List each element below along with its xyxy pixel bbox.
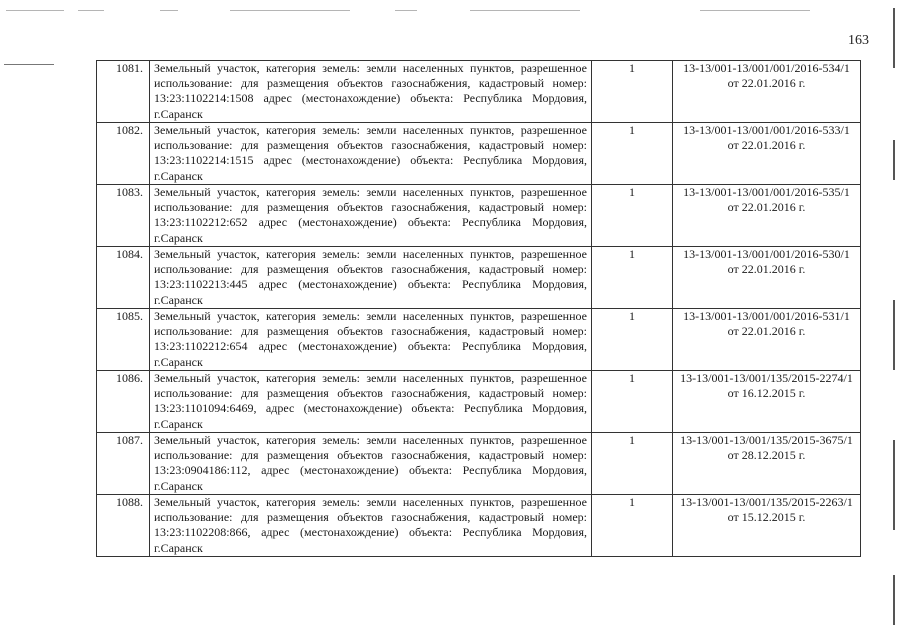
row-registration: 13-13/001-13/001/001/2016-535/1 от 22.01.2016 г. — [673, 185, 861, 247]
land-plot-registry-table — [96, 60, 861, 557]
row-quantity: 1 — [592, 371, 673, 433]
row-quantity: 1 — [592, 309, 673, 371]
row-number: 1086. — [97, 371, 150, 433]
row-description: Земельный участок, категория земель: земли населенных пунктов, разрешенное использование: для размещения объектов газоснабжения, кадастровый номер: 13:23:1102212:654 адрес (местонахождение) объекта: Республика Мордовия, г.Саранск — [150, 309, 592, 371]
scan-artifact — [230, 10, 350, 11]
table-row — [97, 433, 861, 495]
table-row — [97, 247, 861, 309]
scan-artifact — [893, 440, 895, 530]
row-registration: 13-13/001-13/001/135/2015-3675/1 от 28.12.2015 г. — [673, 433, 861, 495]
scan-artifact — [893, 300, 895, 370]
row-description: Земельный участок, категория земель: земли населенных пунктов, разрешенное использование: для размещения объектов газоснабжения, кадастровый номер: 13:23:1102208:866, адрес (местонахождение) объекта: Республика Мордовия, г.Саранск — [150, 495, 592, 557]
row-quantity: 1 — [592, 247, 673, 309]
scan-artifact — [395, 10, 417, 11]
row-quantity: 1 — [592, 185, 673, 247]
row-description: Земельный участок, категория земель: земли населенных пунктов, разрешенное использование: для размещения объектов газоснабжения, кадастровый номер: 13:23:1102213:445 адрес (местонахождение) объекта: Республика Мордовия, г.Саранск — [150, 247, 592, 309]
scan-artifact — [6, 10, 64, 11]
row-number: 1083. — [97, 185, 150, 247]
row-number: 1081. — [97, 61, 150, 123]
scan-artifact — [160, 10, 178, 11]
page-number: 163 — [848, 33, 869, 48]
row-number: 1084. — [97, 247, 150, 309]
row-registration: 13-13/001-13/001/001/2016-534/1 от 22.01.2016 г. — [673, 61, 861, 123]
table-row — [97, 495, 861, 557]
table-row — [97, 61, 861, 123]
row-description: Земельный участок, категория земель: земли населенных пунктов, разрешенное использование: для размещения объектов газоснабжения, кадастровый номер: 13:23:1102214:1515 адрес (местонахождение) объекта: Республика Мордовия, г.Саранск — [150, 123, 592, 185]
table-row — [97, 185, 861, 247]
row-number: 1088. — [97, 495, 150, 557]
row-quantity: 1 — [592, 123, 673, 185]
table-row — [97, 309, 861, 371]
row-number: 1082. — [97, 123, 150, 185]
scan-artifact — [78, 10, 104, 11]
row-registration: 13-13/001-13/001/001/2016-530/1 от 22.01.2016 г. — [673, 247, 861, 309]
table-row — [97, 123, 861, 185]
scan-artifact — [700, 10, 810, 11]
row-description: Земельный участок, категория земель: земли населенных пунктов, разрешенное использование: для размещения объектов газоснабжения, кадастровый номер: 13:23:1102214:1508 адрес (местонахождение) объекта: Республика Мордовия, г.Саранск — [150, 61, 592, 123]
row-number: 1087. — [97, 433, 150, 495]
row-description: Земельный участок, категория земель: земли населенных пунктов, разрешенное использование: для размещения объектов газоснабжения, кадастровый номер: 13:23:1102212:652 адрес (местонахождение) объекта: Республика Мордовия, г.Саранск — [150, 185, 592, 247]
table-row — [97, 371, 861, 433]
scan-artifact — [893, 575, 895, 625]
row-quantity: 1 — [592, 495, 673, 557]
row-description: Земельный участок, категория земель: земли населенных пунктов, разрешенное использование: для размещения объектов газоснабжения, кадастровый номер: 13:23:0904186:112, адрес (местонахождение) объекта: Республика Мордовия, г.Саранск — [150, 433, 592, 495]
scan-header-artifacts — [0, 10, 905, 16]
row-quantity: 1 — [592, 433, 673, 495]
row-description: Земельный участок, категория земель: земли населенных пунктов, разрешенное использование: для размещения объектов газоснабжения, кадастровый номер: 13:23:1101094:6469, адрес (местонахождение) объекта: Республика Мордовия, г.Саранск — [150, 371, 592, 433]
margin-mark — [4, 64, 54, 65]
row-quantity: 1 — [592, 61, 673, 123]
row-number: 1085. — [97, 309, 150, 371]
row-registration: 13-13/001-13/001/001/2016-531/1 от 22.01.2016 г. — [673, 309, 861, 371]
scan-artifact — [893, 8, 895, 68]
scan-artifact — [893, 140, 895, 180]
row-registration: 13-13/001-13/001/001/2016-533/1 от 22.01.2016 г. — [673, 123, 861, 185]
scan-right-edge — [887, 0, 901, 640]
row-registration: 13-13/001-13/001/135/2015-2274/1 от 16.12.2015 г. — [673, 371, 861, 433]
row-registration: 13-13/001-13/001/135/2015-2263/1 от 15.12.2015 г. — [673, 495, 861, 557]
scan-artifact — [470, 10, 580, 11]
